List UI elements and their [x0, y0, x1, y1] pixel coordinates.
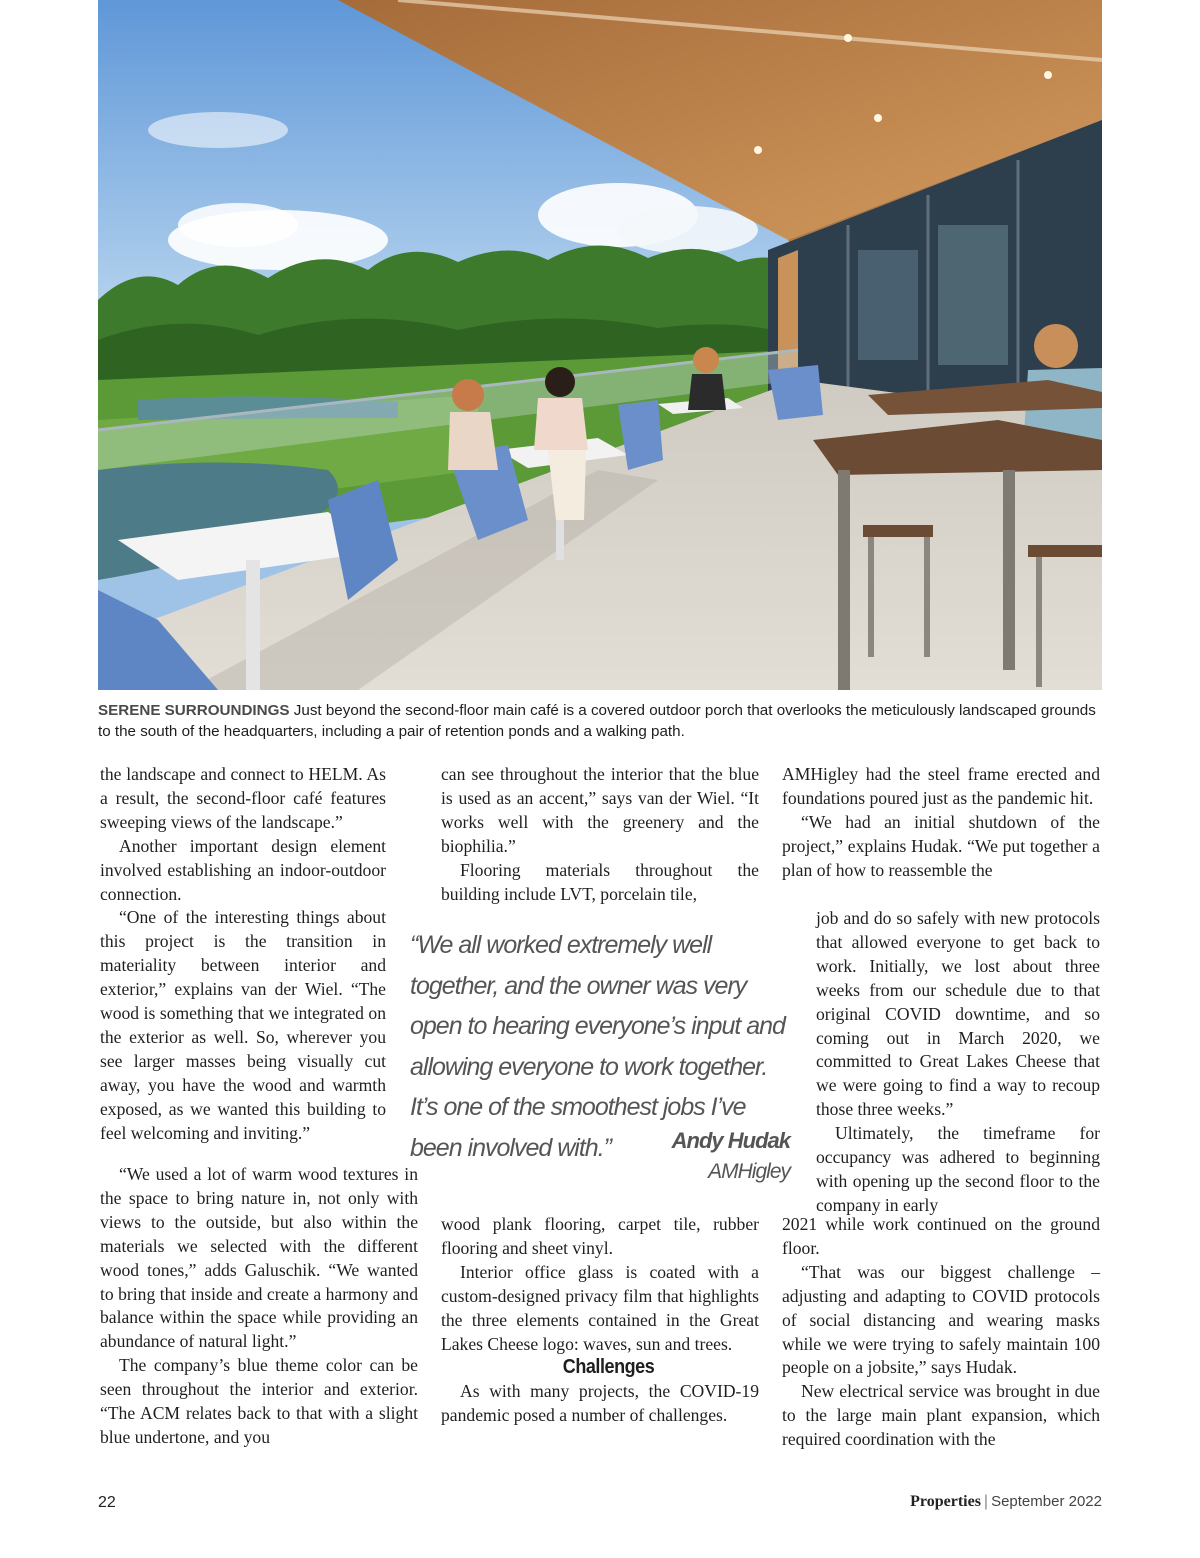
issue-date: September 2022: [991, 1493, 1102, 1510]
magazine-name: Properties: [910, 1493, 981, 1510]
outdoor-porch-photo: [98, 0, 1102, 690]
pull-quote-company: AMHigley: [708, 1160, 790, 1183]
column-1-top: [100, 763, 386, 1146]
column-3-top: [782, 763, 1100, 883]
col1-paragraph: the landscape and connect to HELM. As a result, the second-floor café features sweeping views of the landscape.”: [100, 764, 386, 832]
caption-text: Just beyond the second-floor main café is a covered outdoor porch that overlooks the meticulously landscaped grounds to the south of the headquarters, including a pair of retention ponds and a walking path.: [98, 702, 1096, 740]
column-2-top: [441, 763, 759, 906]
col1-paragraph: Another important design element involved establishing an indoor-outdoor connection.: [100, 835, 386, 904]
col3-paragraph: AMHigley had the steel frame erected and foundations poured just as the pandemic hit.: [782, 764, 1100, 808]
col3-paragraph: job and do so safely with new protocols that allowed everyone to get back to work. Initially, we lost about three weeks from our schedule due to that original COVID downtime, and so coming out in March 2020, we committed to Great Lakes Cheese that we were going to find a way to recoup those three weeks.”: [816, 908, 1100, 1120]
col3-paragraph: 2021 while work continued on the ground floor.: [782, 1214, 1100, 1258]
column-3-bottom: [782, 1213, 1100, 1452]
column-2-bottom: [441, 1213, 759, 1428]
section-heading-challenges: Challenges: [562, 1356, 655, 1379]
photo-caption: [98, 700, 1102, 742]
col2-paragraph: wood plank flooring, carpet tile, rubber flooring and sheet vinyl.: [441, 1214, 759, 1258]
col2-paragraph: As with many projects, the COVID-19 pandemic posed a number of challenges.: [441, 1381, 759, 1426]
col1-paragraph: The company’s blue theme color can be seen throughout the interior and exterior. “The ACM relates back to that with a slight blue undertone, and you: [100, 1355, 418, 1447]
page-number: 22: [98, 1494, 116, 1511]
hero-photo: [98, 0, 1102, 690]
pull-quote: “We all worked extremely well together, and the owner was very open to hearing everyone’s input and allowing everyone to work together. It’s one of the smoothest jobs I’ve been involved with.”: [410, 931, 785, 1162]
col3-paragraph: New electrical service was brought in due to the large main plant expansion, which required coordination with the: [782, 1381, 1100, 1450]
column-1-bottom: [100, 1163, 418, 1450]
col3-paragraph: “We had an initial shutdown of the project,” explains Hudak. “We put together a plan of how to reassemble the: [782, 811, 1100, 880]
col1-paragraph: “We used a lot of warm wood textures in the space to bring nature in, not only with views to the outside, but also within the materials we selected with the different wood tones,” adds Galuschik. “We wanted to bring that inside and create a harmony and balance within the space while providing an abundance of natural light.”: [100, 1164, 418, 1352]
footer-separator: |: [983, 1493, 989, 1510]
col3-paragraph: Ultimately, the timeframe for occupancy was adhered to beginning with opening up the second floor to the company in early: [816, 1123, 1100, 1215]
column-3-middle: [816, 907, 1100, 1218]
col1-paragraph: “One of the interesting things about this project is the transition in materiality between interior and exterior,” explains van der Wiel. “The wood is something that we integrated on the exterior as well. So, wherever you see larger masses being visually cut away, you have the wood and warmth exposed, as we wanted this building to feel welcoming and inviting.”: [100, 907, 386, 1143]
col3-paragraph: “That was our biggest challenge – adjusting and adapting to COVID protocols of social distancing and wearing masks while we were trying to safely maintain 100 people on a jobsite,” says Hudak.: [782, 1261, 1100, 1378]
pull-quote-author: Andy Hudak: [671, 1128, 790, 1153]
col2-paragraph: Flooring materials throughout the building include LVT, porcelain tile,: [441, 859, 759, 904]
caption-lead: SERENE SURROUNDINGS: [98, 702, 290, 719]
col2-paragraph: Interior office glass is coated with a custom-designed privacy film that highlights the three elements contained in the Great Lakes Cheese logo: waves, sun and trees.: [441, 1261, 759, 1354]
footer-masthead: [910, 1493, 1102, 1511]
col2-paragraph: can see throughout the interior that the blue is used as an accent,” says van der Wiel. “It works well with the greenery and the biophilia.”: [441, 764, 759, 856]
